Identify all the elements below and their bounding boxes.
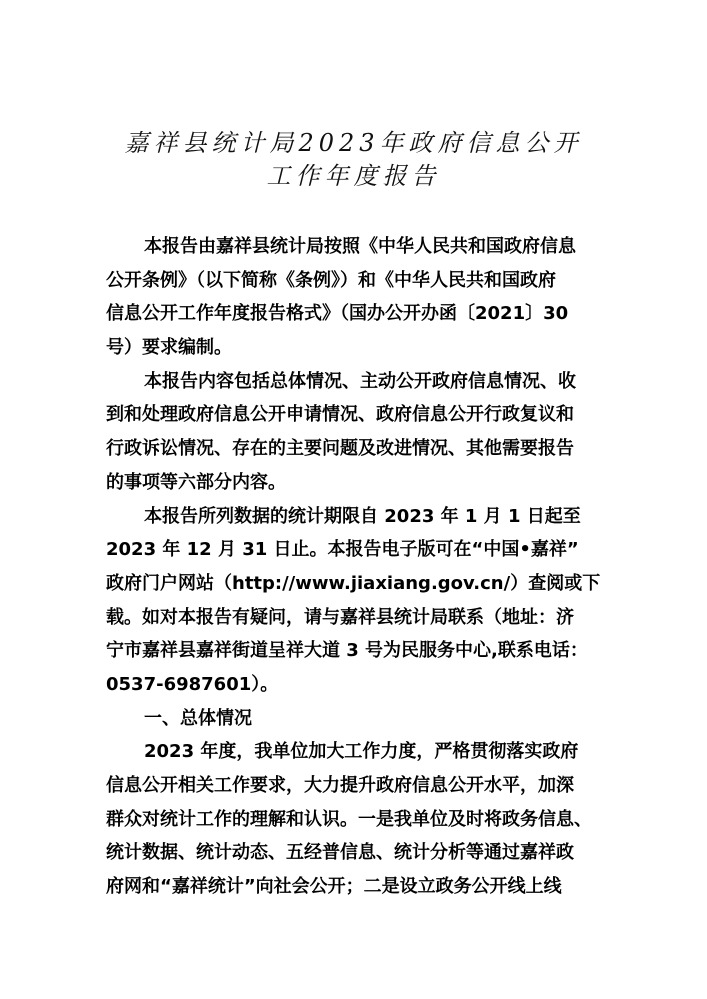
paragraph-line: 0537-6987601）。 <box>106 673 279 695</box>
paragraph-line: 2023 年度，我单位加大工作力度，严格贯彻落实政府 <box>144 741 579 763</box>
paragraph-line: 府网和“嘉祥统计”向社会公开；二是设立政务公开线上线 <box>106 876 562 898</box>
paragraph-line: 号）要求编制。 <box>106 337 232 359</box>
document-title-line-2: 工作年度报告 <box>266 162 441 190</box>
paragraph-line: 2023 年 12 月 31 日止。本报告电子版可在“中国•嘉祥” <box>106 539 579 561</box>
paragraph-line: 宁市嘉祥县嘉祥街道呈祥大道 3 号为民服务中心,联系电话： <box>106 640 588 662</box>
paragraph-line: 本报告由嘉祥县统计局按照《中华人民共和国政府信息 <box>144 236 576 257</box>
paragraph-line: 的事项等六部分内容。 <box>106 471 286 493</box>
paragraph-line: 到和处理政府信息公开申请情况、政府信息公开行政复议和 <box>106 404 574 426</box>
paragraph-line: 本报告所列数据的统计期限自 2023 年 1 月 1 日起至 <box>144 505 581 527</box>
section-heading: 一、总体情况 <box>144 707 252 729</box>
paragraph-line: 群众对统计工作的理解和认识。一是我单位及时将政务信息、 <box>106 808 592 830</box>
paragraph-line: 统计数据、统计动态、五经普信息、统计分析等通过嘉祥政 <box>106 842 574 864</box>
document-title-line-1: 嘉祥县统计局2023年政府信息公开 <box>124 129 583 157</box>
paragraph-line: 行政诉讼情况、存在的主要问题及改进情况、其他需要报告 <box>106 438 574 460</box>
paragraph-line: 载。如对本报告有疑问，请与嘉祥县统计局联系（地址：济 <box>106 606 574 628</box>
paragraph-line: 本报告内容包括总体情况、主动公开政府信息情况、收 <box>144 370 576 392</box>
document-body <box>106 230 606 904</box>
paragraph-line: 公开条例》（以下简称《条例》）和《中华人民共和国政府 <box>106 269 556 291</box>
paragraph-line: 信息公开工作年度报告格式》（国办公开办函〔2021〕30 <box>106 303 569 325</box>
paragraph-line: 信息公开相关工作要求，大力提升政府信息公开水平，加深 <box>106 775 574 796</box>
paragraph-line: 政府门户网站（http://www.jiaxiang.gov.cn/）查阅或下 <box>106 572 601 594</box>
